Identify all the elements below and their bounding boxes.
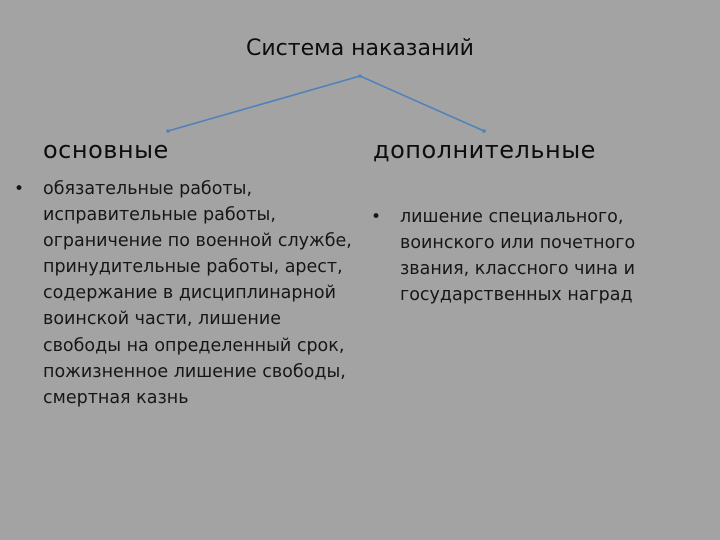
bullet-icon: • <box>14 179 25 199</box>
connector-node-right <box>482 129 486 133</box>
bullet-icon: • <box>371 207 382 227</box>
connector-node-top <box>358 74 361 77</box>
branch-heading-main: основные <box>43 136 169 164</box>
main-punishments-list <box>14 176 353 411</box>
list-item <box>371 204 690 308</box>
additional-punishments-list <box>371 204 690 308</box>
connector-line-left <box>168 76 360 131</box>
branch-heading-additional: дополнительные <box>373 136 596 164</box>
connector-line-right <box>360 76 484 131</box>
diagram-title: Система наказаний <box>246 36 474 61</box>
list-item <box>14 176 353 411</box>
connector-node-left <box>166 129 170 133</box>
list-item-text: лишение специального, воинского или почетного звания, классного чина и государственных наград <box>400 207 636 306</box>
list-item-text: обязательные работы, исправительные работы, ограничение по военной службе, принудительные работы, арест, содержание в дисциплинарной воинской части, лишение свободы на определенный срок, пожизненное лишение свободы, смертная казнь <box>43 179 352 408</box>
